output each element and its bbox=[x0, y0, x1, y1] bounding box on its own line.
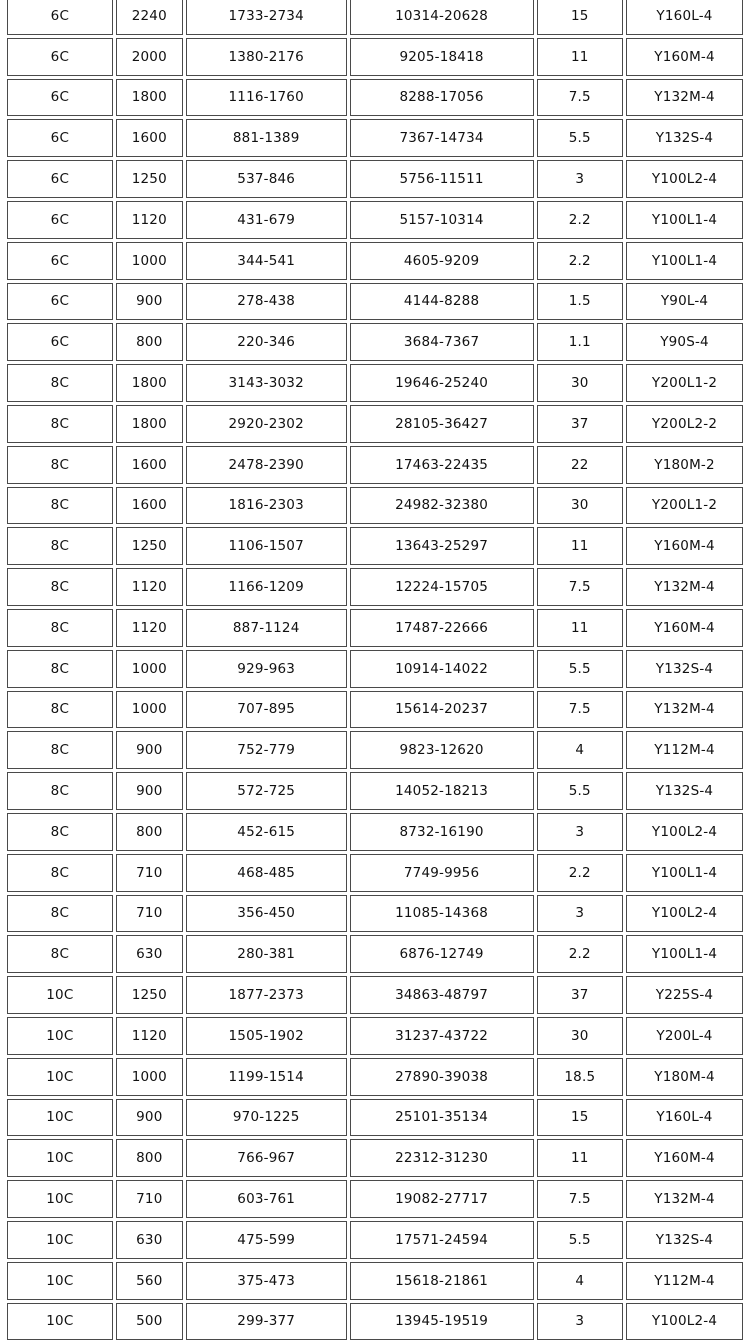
flow-range-cell: 970-1225 bbox=[186, 1099, 347, 1137]
model-cell: 8C bbox=[7, 854, 113, 892]
pressure-range-cell: 31237-43722 bbox=[350, 1017, 534, 1055]
table-row bbox=[7, 1139, 743, 1177]
table-row bbox=[7, 323, 743, 361]
model-cell: 8C bbox=[7, 731, 113, 769]
table-row bbox=[7, 935, 743, 973]
power-cell: 11 bbox=[537, 1139, 623, 1177]
speed-cell: 1800 bbox=[116, 364, 183, 402]
motor-model-cell: Y132M-4 bbox=[626, 568, 743, 606]
power-cell: 4 bbox=[537, 1262, 623, 1300]
flow-range-cell: 752-779 bbox=[186, 731, 347, 769]
speed-cell: 1600 bbox=[116, 446, 183, 484]
flow-range-cell: 1199-1514 bbox=[186, 1058, 347, 1096]
speed-cell: 1800 bbox=[116, 79, 183, 117]
speed-cell: 1000 bbox=[116, 691, 183, 729]
model-cell: 8C bbox=[7, 487, 113, 525]
table-row bbox=[7, 1303, 743, 1341]
table-row bbox=[7, 1221, 743, 1259]
model-cell: 8C bbox=[7, 446, 113, 484]
pressure-range-cell: 8732-16190 bbox=[350, 813, 534, 851]
motor-model-cell: Y100L2-4 bbox=[626, 160, 743, 198]
model-cell: 10C bbox=[7, 1017, 113, 1055]
motor-model-cell: Y132M-4 bbox=[626, 691, 743, 729]
flow-range-cell: 766-967 bbox=[186, 1139, 347, 1177]
motor-model-cell: Y180M-4 bbox=[626, 1058, 743, 1096]
model-cell: 8C bbox=[7, 813, 113, 851]
model-cell: 8C bbox=[7, 568, 113, 606]
pressure-range-cell: 13643-25297 bbox=[350, 527, 534, 565]
power-cell: 7.5 bbox=[537, 568, 623, 606]
flow-range-cell: 1877-2373 bbox=[186, 976, 347, 1014]
model-cell: 6C bbox=[7, 323, 113, 361]
motor-model-cell: Y100L2-4 bbox=[626, 895, 743, 933]
motor-model-cell: Y132M-4 bbox=[626, 79, 743, 117]
speed-cell: 710 bbox=[116, 854, 183, 892]
model-cell: 8C bbox=[7, 935, 113, 973]
model-cell: 10C bbox=[7, 1099, 113, 1137]
motor-model-cell: Y160M-4 bbox=[626, 1139, 743, 1177]
motor-model-cell: Y200L-4 bbox=[626, 1017, 743, 1055]
power-cell: 37 bbox=[537, 405, 623, 443]
model-cell: 10C bbox=[7, 1180, 113, 1218]
speed-cell: 560 bbox=[116, 1262, 183, 1300]
pressure-range-cell: 25101-35134 bbox=[350, 1099, 534, 1137]
motor-model-cell: Y100L2-4 bbox=[626, 1303, 743, 1341]
table-row bbox=[7, 609, 743, 647]
power-cell: 4 bbox=[537, 731, 623, 769]
table-row bbox=[7, 38, 743, 76]
speed-cell: 1800 bbox=[116, 405, 183, 443]
pressure-range-cell: 19646-25240 bbox=[350, 364, 534, 402]
model-cell: 8C bbox=[7, 364, 113, 402]
table-row bbox=[7, 568, 743, 606]
power-cell: 2.2 bbox=[537, 242, 623, 280]
pressure-range-cell: 17487-22666 bbox=[350, 609, 534, 647]
power-cell: 18.5 bbox=[537, 1058, 623, 1096]
power-cell: 11 bbox=[537, 38, 623, 76]
pressure-range-cell: 5756-11511 bbox=[350, 160, 534, 198]
motor-model-cell: Y200L2-2 bbox=[626, 405, 743, 443]
table-row bbox=[7, 160, 743, 198]
pressure-range-cell: 13945-19519 bbox=[350, 1303, 534, 1341]
motor-model-cell: Y100L1-4 bbox=[626, 201, 743, 239]
motor-model-cell: Y132S-4 bbox=[626, 772, 743, 810]
table-row bbox=[7, 79, 743, 117]
table-row bbox=[7, 527, 743, 565]
pressure-range-cell: 10314-20628 bbox=[350, 0, 534, 35]
power-cell: 2.2 bbox=[537, 935, 623, 973]
speed-cell: 630 bbox=[116, 1221, 183, 1259]
spec-table-body bbox=[7, 0, 743, 1340]
model-cell: 6C bbox=[7, 242, 113, 280]
table-row bbox=[7, 1180, 743, 1218]
model-cell: 6C bbox=[7, 79, 113, 117]
speed-cell: 710 bbox=[116, 895, 183, 933]
model-cell: 8C bbox=[7, 691, 113, 729]
motor-model-cell: Y100L1-4 bbox=[626, 935, 743, 973]
power-cell: 30 bbox=[537, 1017, 623, 1055]
table-row bbox=[7, 691, 743, 729]
flow-range-cell: 220-346 bbox=[186, 323, 347, 361]
table-row bbox=[7, 364, 743, 402]
model-cell: 8C bbox=[7, 650, 113, 688]
table-row bbox=[7, 731, 743, 769]
flow-range-cell: 1816-2303 bbox=[186, 487, 347, 525]
speed-cell: 1000 bbox=[116, 1058, 183, 1096]
motor-model-cell: Y160L-4 bbox=[626, 0, 743, 35]
model-cell: 6C bbox=[7, 119, 113, 157]
pressure-range-cell: 17571-24594 bbox=[350, 1221, 534, 1259]
flow-range-cell: 280-381 bbox=[186, 935, 347, 973]
motor-model-cell: Y160M-4 bbox=[626, 38, 743, 76]
table-row bbox=[7, 119, 743, 157]
pressure-range-cell: 9823-12620 bbox=[350, 731, 534, 769]
table-row bbox=[7, 650, 743, 688]
flow-range-cell: 572-725 bbox=[186, 772, 347, 810]
power-cell: 15 bbox=[537, 1099, 623, 1137]
flow-range-cell: 2478-2390 bbox=[186, 446, 347, 484]
pressure-range-cell: 15618-21861 bbox=[350, 1262, 534, 1300]
model-cell: 8C bbox=[7, 527, 113, 565]
flow-range-cell: 881-1389 bbox=[186, 119, 347, 157]
motor-model-cell: Y90L-4 bbox=[626, 283, 743, 321]
pressure-range-cell: 6876-12749 bbox=[350, 935, 534, 973]
motor-model-cell: Y100L1-4 bbox=[626, 854, 743, 892]
power-cell: 3 bbox=[537, 1303, 623, 1341]
speed-cell: 900 bbox=[116, 1099, 183, 1137]
flow-range-cell: 375-473 bbox=[186, 1262, 347, 1300]
power-cell: 5.5 bbox=[537, 1221, 623, 1259]
pressure-range-cell: 4605-9209 bbox=[350, 242, 534, 280]
pressure-range-cell: 12224-15705 bbox=[350, 568, 534, 606]
flow-range-cell: 3143-3032 bbox=[186, 364, 347, 402]
pressure-range-cell: 15614-20237 bbox=[350, 691, 534, 729]
speed-cell: 630 bbox=[116, 935, 183, 973]
pressure-range-cell: 19082-27717 bbox=[350, 1180, 534, 1218]
motor-model-cell: Y200L1-2 bbox=[626, 487, 743, 525]
table-row bbox=[7, 446, 743, 484]
motor-model-cell: Y160M-4 bbox=[626, 609, 743, 647]
table-row bbox=[7, 1017, 743, 1055]
motor-model-cell: Y225S-4 bbox=[626, 976, 743, 1014]
pressure-range-cell: 17463-22435 bbox=[350, 446, 534, 484]
motor-model-cell: Y132S-4 bbox=[626, 119, 743, 157]
pressure-range-cell: 4144-8288 bbox=[350, 283, 534, 321]
motor-model-cell: Y132S-4 bbox=[626, 1221, 743, 1259]
model-cell: 8C bbox=[7, 405, 113, 443]
table-row bbox=[7, 487, 743, 525]
pressure-range-cell: 8288-17056 bbox=[350, 79, 534, 117]
motor-model-cell: Y132M-4 bbox=[626, 1180, 743, 1218]
speed-cell: 800 bbox=[116, 1139, 183, 1177]
flow-range-cell: 1116-1760 bbox=[186, 79, 347, 117]
power-cell: 7.5 bbox=[537, 79, 623, 117]
pressure-range-cell: 10914-14022 bbox=[350, 650, 534, 688]
flow-range-cell: 929-963 bbox=[186, 650, 347, 688]
spec-table bbox=[4, 0, 746, 1343]
power-cell: 1.5 bbox=[537, 283, 623, 321]
model-cell: 10C bbox=[7, 1058, 113, 1096]
power-cell: 2.2 bbox=[537, 201, 623, 239]
model-cell: 8C bbox=[7, 772, 113, 810]
power-cell: 30 bbox=[537, 487, 623, 525]
power-cell: 22 bbox=[537, 446, 623, 484]
flow-range-cell: 431-679 bbox=[186, 201, 347, 239]
motor-model-cell: Y112M-4 bbox=[626, 731, 743, 769]
table-row bbox=[7, 976, 743, 1014]
speed-cell: 1000 bbox=[116, 650, 183, 688]
motor-model-cell: Y160M-4 bbox=[626, 527, 743, 565]
model-cell: 10C bbox=[7, 1303, 113, 1341]
flow-range-cell: 603-761 bbox=[186, 1180, 347, 1218]
table-row bbox=[7, 854, 743, 892]
model-cell: 6C bbox=[7, 160, 113, 198]
flow-range-cell: 537-846 bbox=[186, 160, 347, 198]
flow-range-cell: 475-599 bbox=[186, 1221, 347, 1259]
flow-range-cell: 452-615 bbox=[186, 813, 347, 851]
speed-cell: 1000 bbox=[116, 242, 183, 280]
pressure-range-cell: 34863-48797 bbox=[350, 976, 534, 1014]
speed-cell: 900 bbox=[116, 731, 183, 769]
flow-range-cell: 1733-2734 bbox=[186, 0, 347, 35]
power-cell: 37 bbox=[537, 976, 623, 1014]
flow-range-cell: 707-895 bbox=[186, 691, 347, 729]
power-cell: 15 bbox=[537, 0, 623, 35]
speed-cell: 1250 bbox=[116, 160, 183, 198]
power-cell: 5.5 bbox=[537, 772, 623, 810]
speed-cell: 1600 bbox=[116, 119, 183, 157]
pressure-range-cell: 24982-32380 bbox=[350, 487, 534, 525]
table-row bbox=[7, 405, 743, 443]
flow-range-cell: 468-485 bbox=[186, 854, 347, 892]
power-cell: 7.5 bbox=[537, 691, 623, 729]
power-cell: 3 bbox=[537, 160, 623, 198]
motor-model-cell: Y100L2-4 bbox=[626, 813, 743, 851]
table-row bbox=[7, 813, 743, 851]
flow-range-cell: 1505-1902 bbox=[186, 1017, 347, 1055]
speed-cell: 800 bbox=[116, 813, 183, 851]
model-cell: 10C bbox=[7, 1221, 113, 1259]
pressure-range-cell: 28105-36427 bbox=[350, 405, 534, 443]
model-cell: 8C bbox=[7, 895, 113, 933]
speed-cell: 500 bbox=[116, 1303, 183, 1341]
pressure-range-cell: 14052-18213 bbox=[350, 772, 534, 810]
speed-cell: 1600 bbox=[116, 487, 183, 525]
power-cell: 5.5 bbox=[537, 650, 623, 688]
pressure-range-cell: 7749-9956 bbox=[350, 854, 534, 892]
model-cell: 6C bbox=[7, 38, 113, 76]
power-cell: 7.5 bbox=[537, 1180, 623, 1218]
speed-cell: 1120 bbox=[116, 609, 183, 647]
speed-cell: 710 bbox=[116, 1180, 183, 1218]
speed-cell: 2240 bbox=[116, 0, 183, 35]
power-cell: 2.2 bbox=[537, 854, 623, 892]
pressure-range-cell: 11085-14368 bbox=[350, 895, 534, 933]
speed-cell: 2000 bbox=[116, 38, 183, 76]
pressure-range-cell: 9205-18418 bbox=[350, 38, 534, 76]
speed-cell: 1250 bbox=[116, 976, 183, 1014]
model-cell: 8C bbox=[7, 609, 113, 647]
motor-model-cell: Y200L1-2 bbox=[626, 364, 743, 402]
flow-range-cell: 1166-1209 bbox=[186, 568, 347, 606]
table-row bbox=[7, 283, 743, 321]
speed-cell: 800 bbox=[116, 323, 183, 361]
motor-model-cell: Y90S-4 bbox=[626, 323, 743, 361]
table-row bbox=[7, 772, 743, 810]
model-cell: 10C bbox=[7, 1262, 113, 1300]
power-cell: 5.5 bbox=[537, 119, 623, 157]
table-row bbox=[7, 895, 743, 933]
speed-cell: 1120 bbox=[116, 568, 183, 606]
power-cell: 1.1 bbox=[537, 323, 623, 361]
speed-cell: 900 bbox=[116, 772, 183, 810]
power-cell: 3 bbox=[537, 813, 623, 851]
motor-model-cell: Y112M-4 bbox=[626, 1262, 743, 1300]
pressure-range-cell: 27890-39038 bbox=[350, 1058, 534, 1096]
flow-range-cell: 278-438 bbox=[186, 283, 347, 321]
speed-cell: 900 bbox=[116, 283, 183, 321]
flow-range-cell: 1106-1507 bbox=[186, 527, 347, 565]
flow-range-cell: 887-1124 bbox=[186, 609, 347, 647]
model-cell: 10C bbox=[7, 976, 113, 1014]
table-row bbox=[7, 242, 743, 280]
pressure-range-cell: 22312-31230 bbox=[350, 1139, 534, 1177]
table-row bbox=[7, 0, 743, 35]
power-cell: 30 bbox=[537, 364, 623, 402]
flow-range-cell: 299-377 bbox=[186, 1303, 347, 1341]
speed-cell: 1250 bbox=[116, 527, 183, 565]
pressure-range-cell: 3684-7367 bbox=[350, 323, 534, 361]
speed-cell: 1120 bbox=[116, 1017, 183, 1055]
motor-model-cell: Y132S-4 bbox=[626, 650, 743, 688]
motor-model-cell: Y180M-2 bbox=[626, 446, 743, 484]
model-cell: 6C bbox=[7, 283, 113, 321]
flow-range-cell: 356-450 bbox=[186, 895, 347, 933]
motor-model-cell: Y160L-4 bbox=[626, 1099, 743, 1137]
motor-model-cell: Y100L1-4 bbox=[626, 242, 743, 280]
flow-range-cell: 1380-2176 bbox=[186, 38, 347, 76]
table-row bbox=[7, 1099, 743, 1137]
model-cell: 6C bbox=[7, 201, 113, 239]
table-row bbox=[7, 201, 743, 239]
power-cell: 11 bbox=[537, 609, 623, 647]
flow-range-cell: 344-541 bbox=[186, 242, 347, 280]
flow-range-cell: 2920-2302 bbox=[186, 405, 347, 443]
model-cell: 6C bbox=[7, 0, 113, 35]
power-cell: 11 bbox=[537, 527, 623, 565]
speed-cell: 1120 bbox=[116, 201, 183, 239]
power-cell: 3 bbox=[537, 895, 623, 933]
model-cell: 10C bbox=[7, 1139, 113, 1177]
pressure-range-cell: 7367-14734 bbox=[350, 119, 534, 157]
pressure-range-cell: 5157-10314 bbox=[350, 201, 534, 239]
table-row bbox=[7, 1058, 743, 1096]
spec-table-container bbox=[4, 0, 746, 1343]
